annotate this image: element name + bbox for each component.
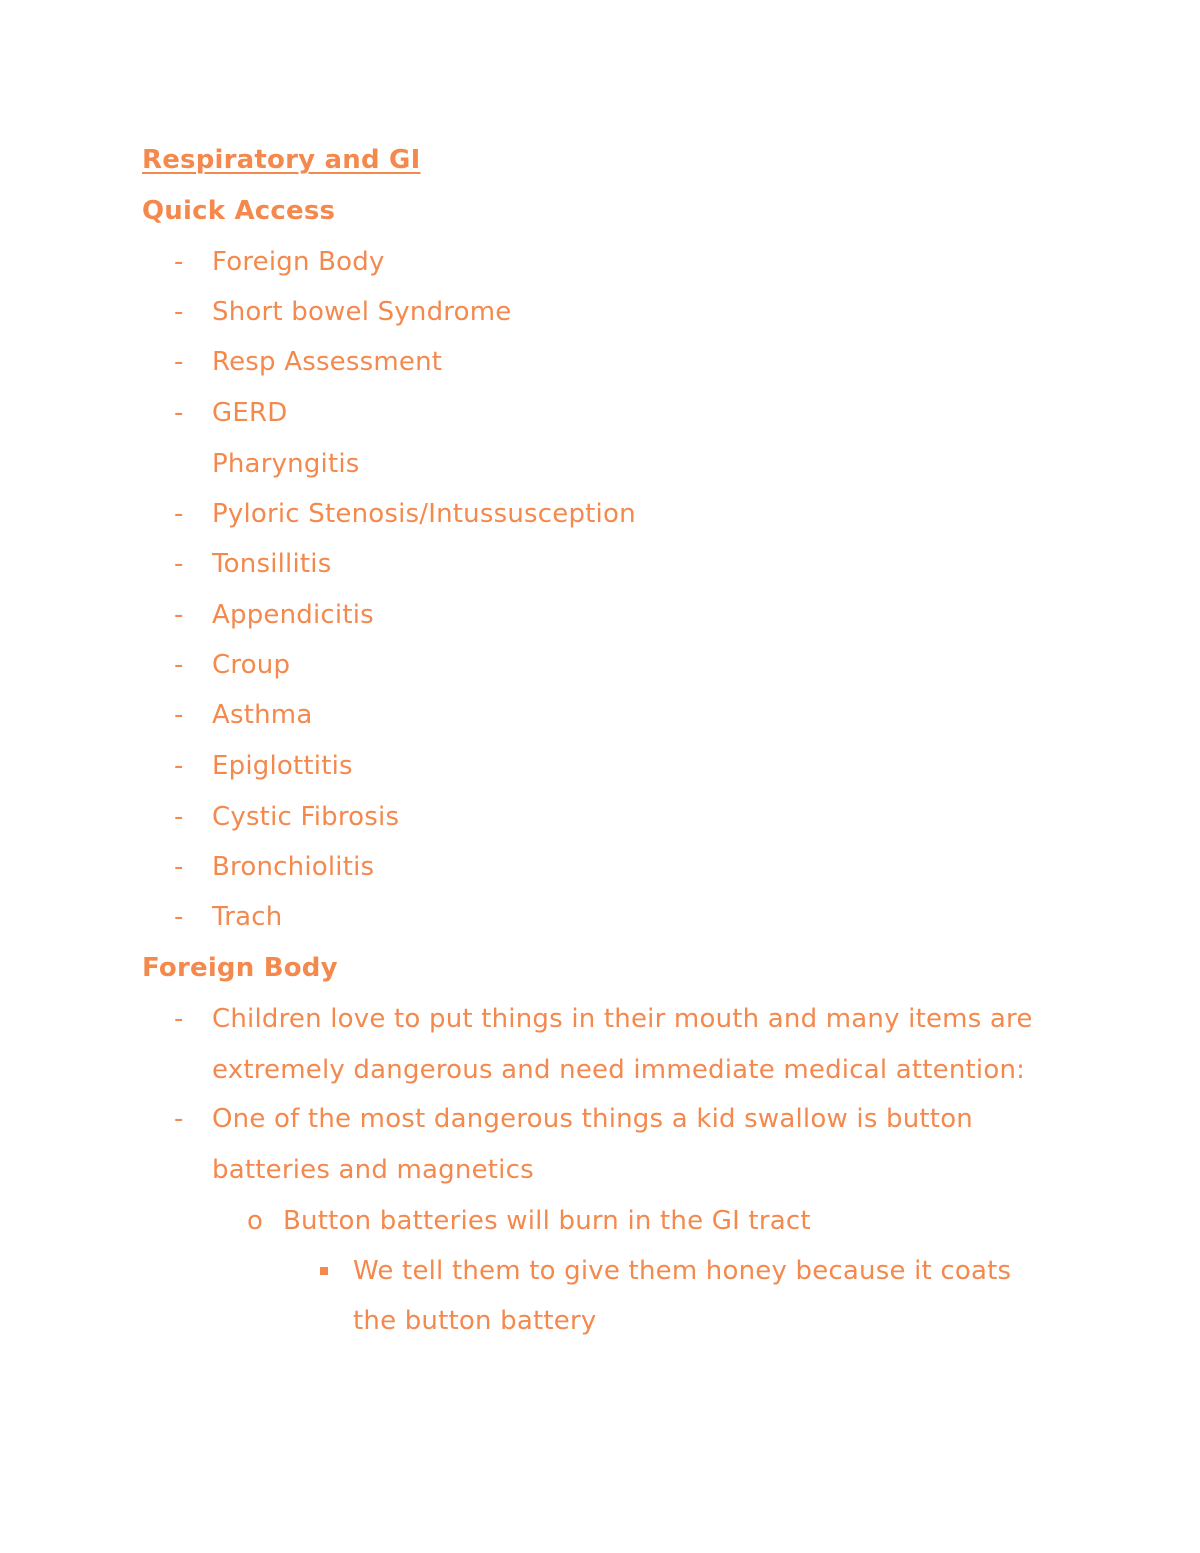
dash-bullet: - [174, 852, 184, 882]
document-title: Respiratory and GI [142, 145, 421, 175]
quick-access-item-tonsillitis: Tonsillitis [212, 549, 332, 579]
quick-access-item-trach: Trach [212, 902, 283, 932]
foreign-body-heading: Foreign Body [142, 953, 338, 983]
quick-access-heading: Quick Access [142, 196, 336, 226]
dash-bullet: - [174, 347, 184, 377]
dash-bullet: - [174, 297, 184, 327]
dash-bullet: - [174, 650, 184, 680]
quick-access-item-bronchiolitis: Bronchiolitis [212, 852, 375, 882]
quick-access-item-croup: Croup [212, 650, 291, 680]
dash-bullet: - [174, 247, 184, 277]
dash-bullet: - [174, 700, 184, 730]
quick-access-item-foreign-body: Foreign Body [212, 247, 385, 277]
foreign-body-bullet-1-line-2: extremely dangerous and need immediate medical attention: [212, 1055, 1026, 1085]
dash-bullet: - [174, 1004, 184, 1034]
quick-access-item-appendicitis: Appendicitis [212, 600, 374, 630]
foreign-body-bullet-1-line-1: Children love to put things in their mouth and many items are [212, 1004, 1033, 1034]
dash-bullet: - [174, 802, 184, 832]
circle-bullet: o [247, 1206, 263, 1236]
foreign-body-sub-bullet: Button batteries will burn in the GI tract [283, 1206, 811, 1236]
quick-access-item-gerd: GERD [212, 398, 288, 428]
quick-access-item-epiglottitis: Epiglottitis [212, 751, 353, 781]
dash-bullet: - [174, 600, 184, 630]
quick-access-item-asthma: Asthma [212, 700, 313, 730]
dash-bullet: - [174, 549, 184, 579]
dash-bullet: - [174, 1104, 184, 1134]
foreign-body-bullet-2-line-2: batteries and magnetics [212, 1155, 534, 1185]
foreign-body-bullet-2-line-1: One of the most dangerous things a kid swallow is button [212, 1104, 973, 1134]
quick-access-item-short-bowel: Short bowel Syndrome [212, 297, 512, 327]
quick-access-item-resp-assessment: Resp Assessment [212, 347, 443, 377]
dash-bullet: - [174, 902, 184, 932]
foreign-body-sub-sub-line-1: We tell them to give them honey because it coats [353, 1256, 1012, 1286]
quick-access-item-pyloric-stenosis: Pyloric Stenosis/Intussusception [212, 499, 636, 529]
dash-bullet: - [174, 751, 184, 781]
square-bullet-icon [320, 1267, 328, 1275]
quick-access-item-cystic-fibrosis: Cystic Fibrosis [212, 802, 400, 832]
foreign-body-sub-sub-line-2: the button battery [353, 1306, 597, 1336]
dash-bullet: - [174, 398, 184, 428]
dash-bullet: - [174, 499, 184, 529]
quick-access-item-pharyngitis: Pharyngitis [212, 449, 360, 479]
